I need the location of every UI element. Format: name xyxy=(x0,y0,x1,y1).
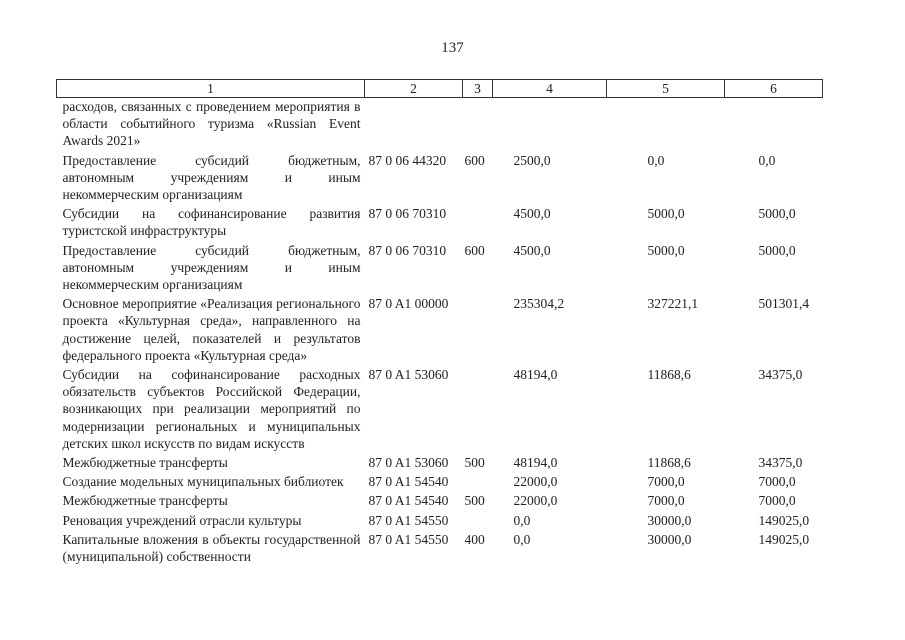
amount-col4: 235304,2 xyxy=(513,296,565,312)
item-code: 87 0 A1 54540 xyxy=(368,493,449,509)
amount-col4: 4500,0 xyxy=(513,206,551,222)
amount-col4: 0,0 xyxy=(513,531,531,547)
amount-col6: 0,0 xyxy=(758,152,776,168)
item-code: 87 0 A1 00000 xyxy=(368,296,449,312)
item-code: 87 0 A1 53060 xyxy=(368,367,449,383)
expense-type xyxy=(463,203,493,239)
item-name: Межбюджетные трансферты xyxy=(62,493,228,509)
item-code: 87 0 06 70310 xyxy=(368,206,447,222)
table-row xyxy=(57,452,823,471)
amount-col5: 327221,1 xyxy=(647,296,699,312)
amount-col4 xyxy=(493,98,607,150)
table-row xyxy=(57,150,823,204)
table-row xyxy=(57,364,823,452)
amount-col6: 34375,0 xyxy=(758,455,803,471)
table-row xyxy=(57,490,823,509)
item-name: Создание модельных муниципальных библиотек xyxy=(62,474,344,490)
amount-col6: 501301,4 xyxy=(758,296,810,312)
amount-col6: 7000,0 xyxy=(758,474,796,490)
col-header-6: 6 xyxy=(725,80,823,98)
item-code: 87 0 06 44320 xyxy=(368,152,447,168)
amount-col4: 22000,0 xyxy=(513,474,558,490)
item-code: 87 0 A1 53060 xyxy=(368,455,449,471)
expense-type: 600 xyxy=(464,242,485,258)
item-name: Предоставление субсидий бюджетным, автономным учреждениям и иным некоммерческим организациям xyxy=(62,152,361,203)
expense-type: 500 xyxy=(464,493,485,509)
col-header-2: 2 xyxy=(365,80,463,98)
item-name: Капитальные вложения в объекты государственной (муниципальной) собственности xyxy=(62,531,361,565)
amount-col5: 11868,6 xyxy=(647,455,691,471)
amount-col5: 7000,0 xyxy=(647,493,685,509)
amount-col6: 7000,0 xyxy=(758,493,796,509)
page-number: 137 xyxy=(441,40,464,56)
expense-type xyxy=(463,471,493,490)
table-row xyxy=(57,510,823,529)
expense-type: 600 xyxy=(464,152,485,168)
table-row xyxy=(57,529,823,565)
amount-col5: 30000,0 xyxy=(647,531,692,547)
col-header-3: 3 xyxy=(463,80,493,98)
amount-col6: 149025,0 xyxy=(758,531,810,547)
amount-col6: 149025,0 xyxy=(758,512,810,528)
expense-type xyxy=(463,364,493,452)
amount-col4: 4500,0 xyxy=(513,242,551,258)
item-code: 87 0 A1 54550 xyxy=(368,512,449,528)
item-name: Субсидии на софинансирование расходных обязательств субъектов Российской Федерации, возникающих при реализации мероприятий по модернизации региональных и муниципальных детских школ искусств по видам искусств xyxy=(62,367,361,451)
table-row xyxy=(57,471,823,490)
expense-type xyxy=(463,293,493,364)
item-code: 87 0 06 70310 xyxy=(368,242,447,258)
table-row xyxy=(57,203,823,239)
amount-col4: 2500,0 xyxy=(513,152,551,168)
amount-col5 xyxy=(607,98,725,150)
amount-col4: 48194,0 xyxy=(513,455,558,471)
amount-col5: 11868,6 xyxy=(647,367,691,383)
amount-col5: 5000,0 xyxy=(647,242,685,258)
expense-type: 400 xyxy=(464,531,485,547)
col-header-4: 4 xyxy=(493,80,607,98)
table-row xyxy=(57,293,823,364)
expense-type: 500 xyxy=(464,455,485,471)
amount-col4: 22000,0 xyxy=(513,493,558,509)
table-body xyxy=(57,98,823,566)
amount-col5: 30000,0 xyxy=(647,512,692,528)
expense-type xyxy=(463,98,493,150)
amount-col6: 5000,0 xyxy=(758,242,796,258)
table-row xyxy=(57,98,823,150)
item-name: Субсидии на софинансирование развития туристской инфраструктуры xyxy=(62,206,361,239)
amount-col6: 34375,0 xyxy=(758,367,803,383)
amount-col4: 0,0 xyxy=(513,512,531,528)
expense-type xyxy=(463,510,493,529)
amount-col6 xyxy=(725,98,823,150)
item-code: 87 0 A1 54550 xyxy=(368,531,449,547)
col-header-5: 5 xyxy=(607,80,725,98)
item-code: 87 0 A1 54540 xyxy=(368,474,449,490)
item-name: Основное мероприятие «Реализация регионального проекта «Культурная среда», направленного на достижение целей, показателей и результатов федерального проекта «Культурная среда» xyxy=(62,296,361,363)
item-name: Межбюджетные трансферты xyxy=(62,455,228,471)
item-name: Предоставление субсидий бюджетным, автономным учреждениям и иным некоммерческим организациям xyxy=(62,242,361,293)
item-name: Реновация учреждений отрасли культуры xyxy=(62,512,302,528)
budget-table xyxy=(56,79,823,565)
item-name: расходов, связанных с проведением мероприятия в области событийного туризма «Russian Event Awards 2021» xyxy=(62,99,361,149)
item-code xyxy=(365,98,463,150)
amount-col5: 7000,0 xyxy=(647,474,685,490)
amount-col4: 48194,0 xyxy=(513,367,558,383)
table-row xyxy=(57,240,823,294)
amount-col6: 5000,0 xyxy=(758,206,796,222)
amount-col5: 5000,0 xyxy=(647,206,685,222)
amount-col5: 0,0 xyxy=(647,152,665,168)
col-header-1: 1 xyxy=(57,80,365,98)
header-row xyxy=(57,80,823,98)
